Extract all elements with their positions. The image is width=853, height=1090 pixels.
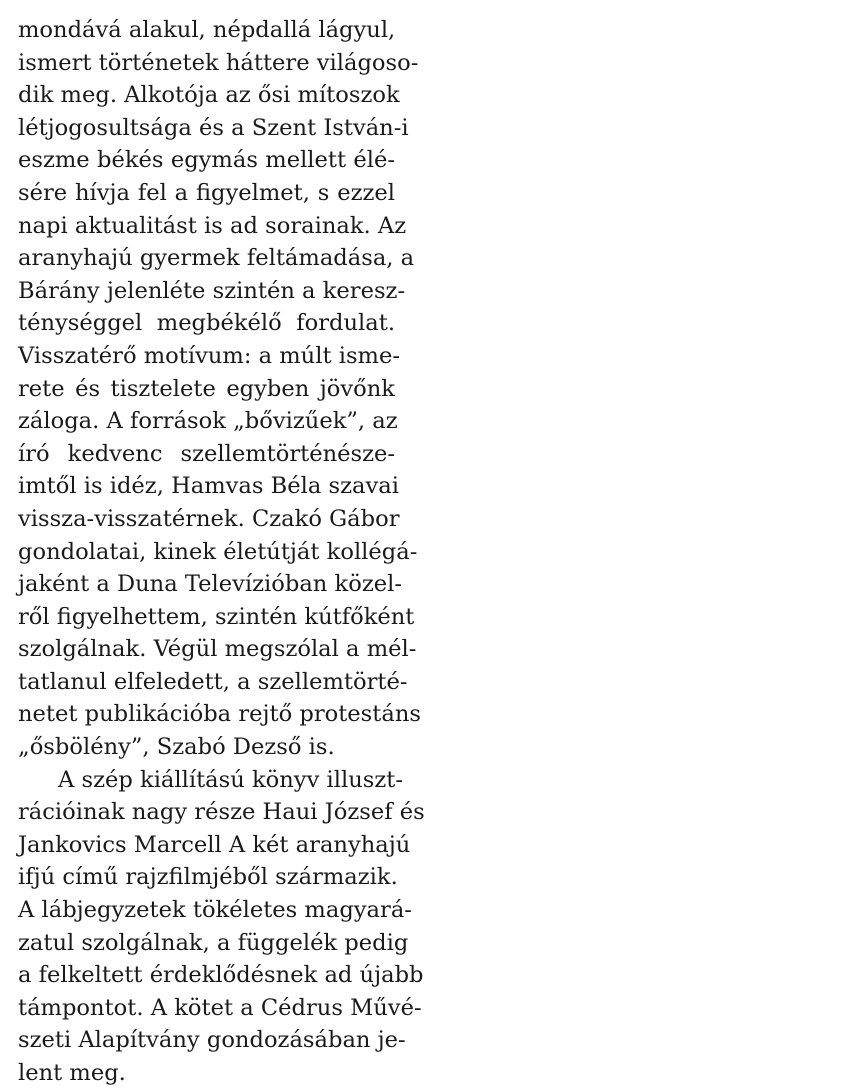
text-line: eszme békés egymás mellett élé-	[18, 147, 395, 174]
text-line: Bárány jelenléte szintén a keresz-	[18, 277, 406, 304]
text-line: író kedvenc szellemtörténésze-	[18, 440, 395, 467]
text-line: ifjú című rajzfilmjéből származik.	[18, 864, 398, 891]
text-line: imtől is idéz, Hamvas Béla szavai	[18, 473, 399, 500]
text-line: A lábjegyzetek tökéletes magyará-	[18, 897, 412, 924]
text-line: ről figyelhettem, szintén kútfőként	[18, 603, 415, 630]
text-line: szeti Alapítvány gondozásában je-	[18, 1027, 406, 1054]
text-line: aranyhajú gyermek feltámadása, a	[18, 245, 415, 272]
text-line: ténységgel megbékélő fordulat.	[18, 310, 395, 337]
text-line: a felkeltett érdeklődésnek ad újabb	[18, 962, 424, 989]
text-line: napi aktualitást is ad sorainak. Az	[18, 212, 407, 239]
text-line: mondává alakul, népdallá lágyul,	[18, 17, 396, 43]
text-line: szolgálnak. Végül megszólal a mél-	[18, 636, 417, 663]
text-line: vissza-visszatérnek. Czakó Gábor	[18, 505, 400, 532]
text-line: rete és tisztelete egyben jövőnk	[18, 375, 395, 402]
text-line: A szép kiállítású könyv illuszt-	[58, 766, 403, 793]
text-line: netet publikációba rejtő protestáns	[18, 701, 421, 728]
text-line: dik meg. Alkotója az ősi mítoszok	[18, 82, 400, 109]
text-line: létjogosultsága és a Szent István-i	[18, 114, 409, 141]
text-line: jaként a Duna Televízióban közel-	[18, 571, 402, 598]
paragraph-2	[18, 764, 425, 1090]
text-line: sére hívja fel a figyelmet, s ezzel	[18, 179, 395, 206]
text-line: Visszatérő motívum: a múlt isme-	[18, 342, 400, 369]
text-line: tatlanul elfeledett, a szellemtörté-	[18, 668, 408, 695]
text-line: „ősbölény”, Szabó Dezső is.	[18, 734, 335, 761]
article-text-column	[18, 14, 425, 1090]
text-line: ismert történetek háttere világoso-	[18, 49, 419, 76]
text-line: gondolatai, kinek életútját kollégá-	[18, 538, 418, 565]
text-line: rációinak nagy része Haui József és	[18, 799, 425, 826]
text-line: lent meg.	[18, 1060, 126, 1086]
text-line: záloga. A források „bővizűek”, az	[18, 408, 398, 435]
text-line: Jankovics Marcell A két aranyhajú	[18, 831, 411, 858]
text-line: zatul szolgálnak, a függelék pedig	[18, 929, 409, 956]
text-line: támpontot. A kötet a Cédrus Művé-	[18, 994, 422, 1021]
paragraph-1	[18, 14, 421, 764]
